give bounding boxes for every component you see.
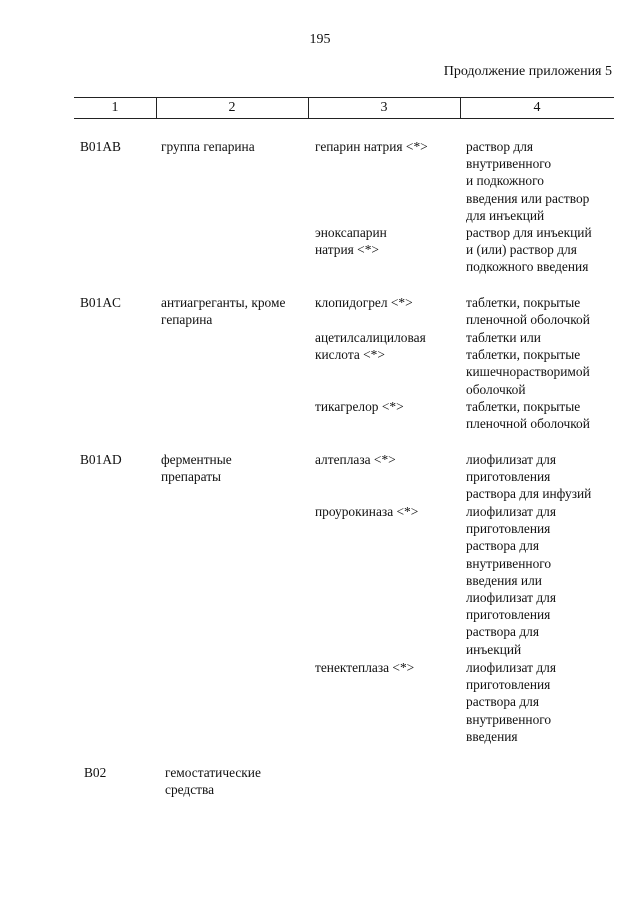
atc-code: B01AC <box>80 295 121 310</box>
dosage-form: таблетки, покрытые пленочной оболочкой <box>466 399 590 432</box>
header-col-1: 1 <box>74 98 157 118</box>
drug-name: тикагрелор <*> <box>315 399 404 414</box>
header-col-4: 4 <box>533 100 541 115</box>
group-name: гемостатические средства <box>165 765 261 798</box>
drug-name: эноксапарин натрия <*> <box>315 225 387 258</box>
dosage-form: таблетки или таблетки, покрытые кишечнорастворимой оболочкой <box>466 330 590 397</box>
atc-code: B01AB <box>80 139 121 154</box>
group-name: группа гепарина <box>161 139 255 154</box>
drug-name: тенектеплаза <*> <box>315 660 415 675</box>
atc-code: B01AD <box>80 452 122 467</box>
drug-name: проурокиназа <*> <box>315 504 419 519</box>
group-name: ферментные препараты <box>161 452 232 485</box>
dosage-form: лиофилизат для приготовления раствора для инфузий <box>466 452 592 502</box>
header-col-3: 3 <box>308 98 461 118</box>
dosage-form: раствор для внутривенного и подкожного введения или раствор для инъекций <box>466 139 590 223</box>
dosage-form: лиофилизат для приготовления раствора для внутривенного введения <box>466 660 556 744</box>
continuation-label: Продолжение приложения 5 <box>443 64 612 79</box>
page-number: 195 <box>309 32 331 47</box>
drug-name: гепарин натрия <*> <box>315 139 428 154</box>
dosage-form: таблетки, покрытые пленочной оболочкой <box>466 295 590 328</box>
drug-name: ацетилсалициловая кислота <*> <box>315 330 426 363</box>
dosage-form: раствор для инъекций и (или) раствор для подкожного введения <box>466 225 592 275</box>
drug-name: клопидогрел <*> <box>315 295 413 310</box>
header-col-2: 2 <box>156 98 309 118</box>
group-name: антиагреганты, кроме гепарина <box>161 295 286 328</box>
drug-name: алтеплаза <*> <box>315 452 396 467</box>
dosage-form: лиофилизат для приготовления раствора для внутривенного введения или лиофилизат для приготовления раствора для инъекций <box>466 504 556 657</box>
atc-code: B02 <box>84 765 107 780</box>
table-header <box>74 97 614 119</box>
